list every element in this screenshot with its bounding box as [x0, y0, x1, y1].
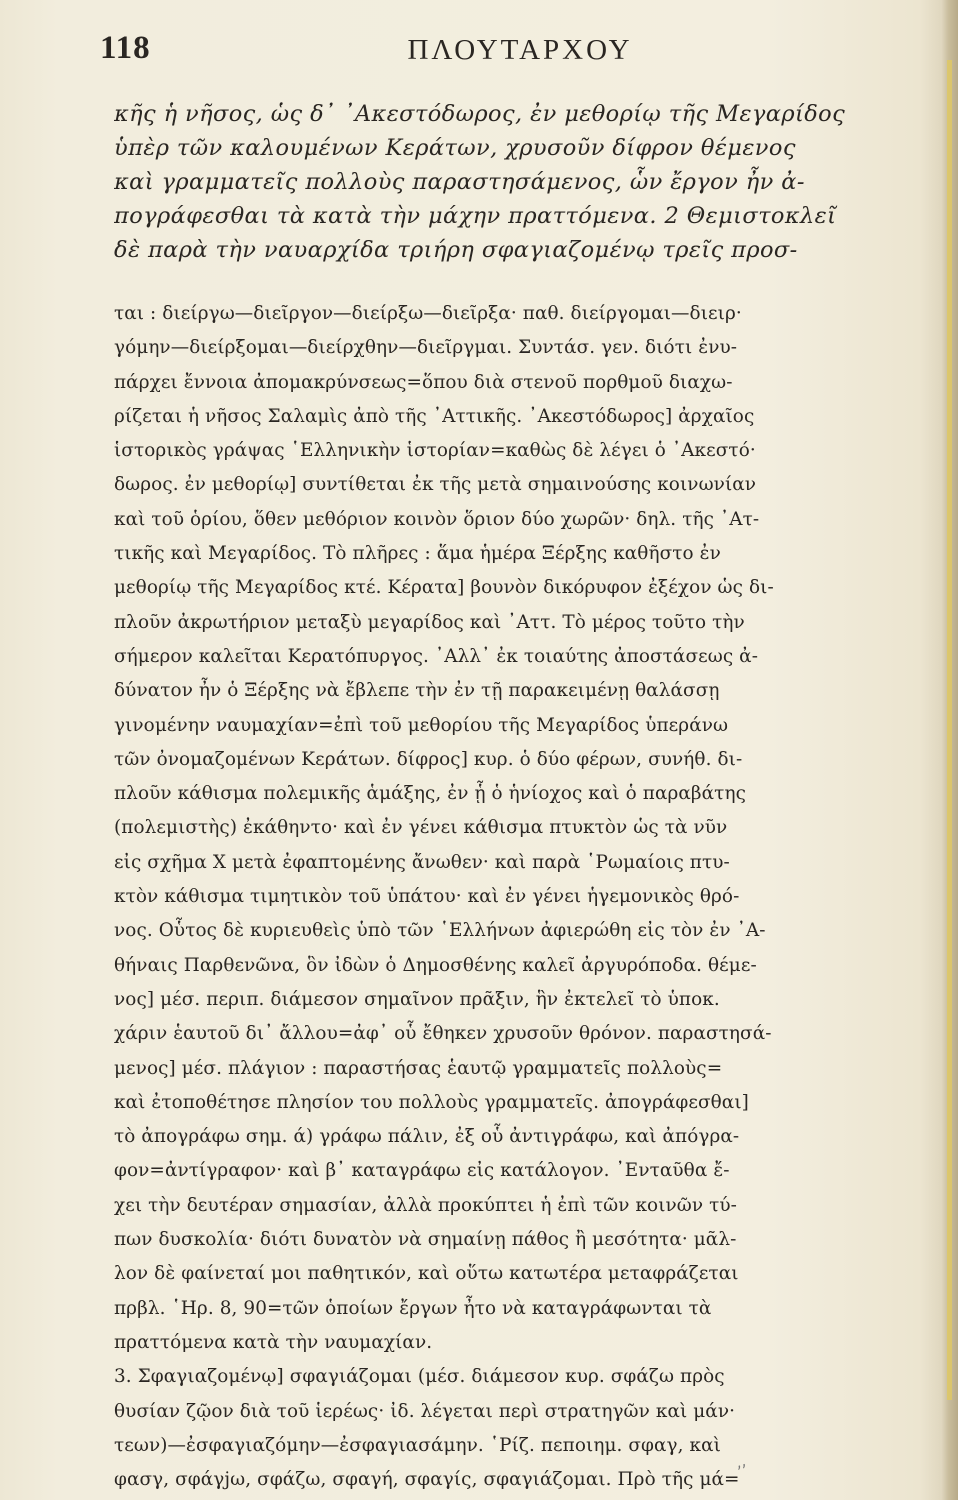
note-line: τεων)—ἐσφαγιαζόμην—ἐσφαγιασάμην. ῾Ρίζ. πεποιημ. σφαγ, καὶ [114, 1434, 721, 1456]
note-line: (πολεμιστὴς) ἐκάθηντο· καὶ ἐν γένει κάθισμα πτυκτὸν ὡς τὰ νῦν [114, 817, 728, 839]
note-line: νος. Οὗτος δὲ κυριευθεὶς ὑπὸ τῶν ῾Ελλήνων ἀφιερώθη εἰς τὸν ἐν ᾽Α- [114, 920, 766, 942]
main-text-line: πογράφεσθαι τὰ κατὰ τὴν μάχην πραττόμενα. 2 Θεμιστοκλεῖ [114, 203, 837, 229]
note-line: λον δὲ φαίνεταί μοι παθητικόν, καὶ οὕτω κατωτέρα μεταφράζεται [114, 1263, 739, 1285]
note-line: γινομένην ναυμαχίαν=ἐπὶ τοῦ μεθορίου τῆς Μεγαρίδος ὑπεράνω [114, 714, 729, 736]
spine-color-strip [947, 60, 952, 1400]
note-line: ἱστορικὸς γράψας ῾Ελληνικὴν ἱστορίαν=καθὼς δὲ λέγει ὁ ᾽Ακεστό· [114, 440, 756, 462]
note-line: γόμην—διείρξομαι—διείρχθην—διεῖργμαι. Συντάσ. γεν. διότι ἐνυ- [114, 337, 738, 359]
note-line: τῶν ὀνομαζομένων Κεράτων. δίφρος] κυρ. ὁ δύο φέρων, συνήθ. δι- [114, 748, 743, 770]
note-line: μενος] μέσ. πλάγιον : παραστήσας ἑαυτῷ γραμματεῖς πολλοὺς= [114, 1057, 723, 1079]
note-line: χάριν ἑαυτοῦ δι᾽ ἄλλου=ἀφ᾽ οὗ ἔθηκεν χρυσοῦν θρόνον. παραστησά- [114, 1023, 772, 1045]
note-line: δωρος. ἐν μεθορίῳ] συντίθεται ἐκ τῆς μετὰ σημαινούσης κοινωνίαν [114, 474, 757, 496]
note-line: πραττόμενα κατὰ τὴν ναυμαχίαν. [114, 1331, 433, 1353]
note-line: χει τὴν δευτέραν σημασίαν, ἀλλὰ προκύπτει ἡ ἐπὶ τῶν κοινῶν τύ- [114, 1194, 737, 1216]
page-header [100, 30, 860, 70]
note-line: πάρχει ἔννοια ἀπομακρύνσεως=ὅπου διὰ στενοῦ πορθμοῦ διαχω- [114, 371, 733, 393]
note-line: θήναις Παρθενῶνα, ὃν ἰδὼν ὁ Δημοσθένης καλεῖ ἀργυρόποδα. θέμε- [114, 954, 757, 976]
note-line: σήμερον καλεῖται Κερατόπυργος. ᾽Αλλ᾽ ἐκ τοιαύτης ἀποστάσεως ἀ- [114, 645, 759, 667]
commentary-notes [114, 297, 854, 1497]
page-number: 118 [100, 30, 151, 66]
main-text-line: κῆς ἡ νῆσος, ὡς δ᾽ ᾽Ακεστόδωρος, ἐν μεθορίῳ τῆς Μεγαρίδος [114, 101, 846, 127]
main-text-line: δὲ παρὰ τὴν ναυαρχίδα τριήρη σφαγιαζομένῳ τρεῖς προσ- [114, 237, 798, 263]
note-line: πλοῦν ἀκρωτήριον μεταξὺ μεγαρίδος καὶ ᾽Αττ. Τὸ μέρος τοῦτο τὴν [114, 611, 745, 633]
note-line: τὸ ἀπογράφω σημ. ά) γράφω πάλιν, ἐξ οὗ ἀντιγράφω, καὶ ἀπόγρα- [114, 1126, 740, 1148]
note-line: θυσίαν ζῷον διὰ τοῦ ἱερέως· ἰδ. λέγεται περὶ στρατηγῶν καὶ μάν· [114, 1400, 736, 1422]
running-head: ΠΛΟΥΤΑΡΧΟΥ [407, 34, 633, 66]
note-line: ρίζεται ἡ νῆσος Σαλαμὶς ἀπὸ τῆς ᾽Αττικῆς. ᾽Ακεστόδωρος] ἀρχαῖος [114, 405, 755, 427]
note-line: πλοῦν κάθισμα πολεμικῆς ἁμάξης, ἐν ᾗ ὁ ἡνίοχος καὶ ὁ παραβάτης [114, 783, 746, 805]
stray-pencil-mark: ‚‚ [732, 1450, 748, 1473]
note-line: εἰς σχῆμα Χ μετὰ ἐφαπτομένης ἄνωθεν· καὶ παρὰ ῾Ρωμαίοις πτυ- [114, 851, 730, 873]
note-line: νος] μέσ. περιπ. διάμεσον σημαῖνον πρᾶξιν, ἣν ἐκτελεῖ τὸ ὑποκ. [114, 988, 720, 1010]
main-text-line: καὶ γραμματεῖς πολλοὺς παραστησάμενος, ὧν ἔργον ἦν ἀ- [114, 169, 805, 195]
note-line: ται : διείργω—διεῖργον—διείρξω—διεῖρξα· παθ. διείργομαι—διειρ· [114, 303, 742, 324]
main-text-line: ὑπὲρ τῶν καλουμένων Κεράτων, χρυσοῦν δίφρον θέμενος [114, 135, 796, 161]
note-line: φασγ, σφάγjω, σφάζω, σφαγή, σφαγίς, σφαγιάζομαι. Πρὸ τῆς μά= [114, 1469, 740, 1491]
note-line: μεθορίῳ τῆς Μεγαρίδος κτέ. Κέρατα] βουνὸν δικόρυφον ἐξέχον ὡς δι- [114, 577, 774, 599]
note-line: καὶ ἐτοποθέτησε πλησίον του πολλοὺς γραμματεῖς. ἀπογράφεσθαι] [114, 1091, 749, 1113]
note-line: πρβλ. ῾Ηρ. 8, 90=τῶν ὁποίων ἔργων ἦτο νὰ καταγράφωνται τὰ [114, 1297, 712, 1319]
note-line: δύνατον ἦν ὁ Ξέρξης νὰ ἔβλεπε τὴν ἐν τῇ παρακειμένῃ θαλάσσῃ [114, 680, 720, 702]
note-line: φον=ἀντίγραφον· καὶ β᾽ καταγράφω εἰς κατάλογον. ᾽Ενταῦθα ἔ- [114, 1160, 730, 1182]
note-line: πων δυσκολία· διότι δυνατὸν νὰ σημαίνῃ πάθος ἢ μεσότητα· μᾶλ- [114, 1229, 737, 1251]
note-line: κτὸν κάθισμα τιμητικὸν τοῦ ὑπάτου· καὶ ἐν γένει ἡγεμονικὸς θρό- [114, 886, 740, 908]
main-text-block [114, 97, 854, 267]
note-line: 3. Σφαγιαζομένῳ] σφαγιάζομαι (μέσ. διάμεσον κυρ. σφάζω πρὸς [114, 1366, 725, 1388]
note-line: τικῆς καὶ Μεγαρίδος. Τὸ πλῆρες : ἅμα ἡμέρα Ξέρξης καθῆστο ἐν [114, 543, 721, 565]
note-line: καὶ τοῦ ὁρίου, ὅθεν μεθόριον κοινὸν ὅριον δύο χωρῶν· δηλ. τῆς ᾽Ατ- [114, 508, 760, 530]
